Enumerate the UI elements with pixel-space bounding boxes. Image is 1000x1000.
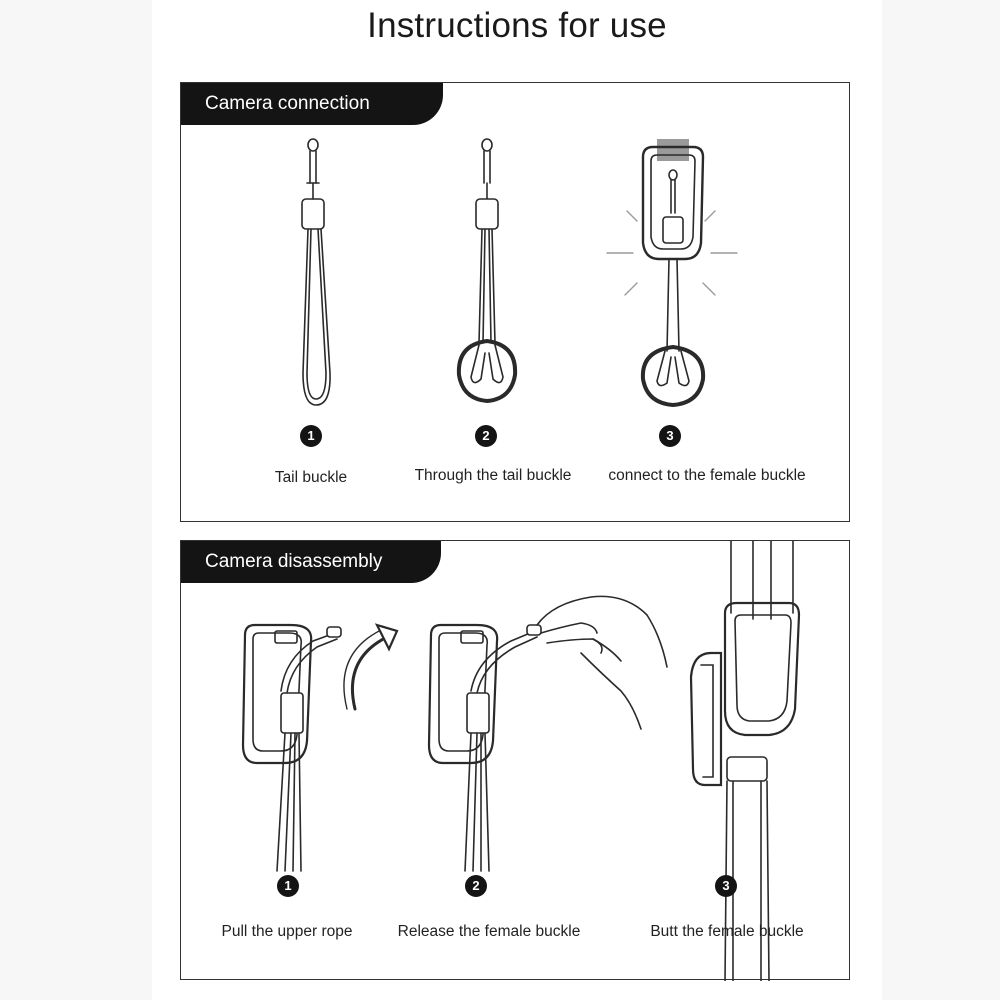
butt-buckle-illustration bbox=[691, 541, 799, 981]
connection-illustrations bbox=[181, 83, 851, 523]
step-number-badge: 3 bbox=[659, 425, 681, 447]
step-number-badge: 2 bbox=[465, 875, 487, 897]
section-heading-connection: Camera connection bbox=[181, 83, 443, 125]
step-number-badge: 2 bbox=[475, 425, 497, 447]
step-caption: Release the female buckle bbox=[397, 923, 581, 940]
step-number-badge: 3 bbox=[715, 875, 737, 897]
disassembly-illustrations bbox=[181, 541, 851, 981]
through-buckle-illustration bbox=[459, 139, 515, 401]
pull-rope-illustration bbox=[243, 625, 397, 871]
camera-connection-panel bbox=[180, 82, 850, 522]
step-caption: Butt the female buckle bbox=[650, 923, 804, 940]
step-number-badge: 1 bbox=[300, 425, 322, 447]
page-title: Instructions for use bbox=[367, 6, 667, 45]
step-caption: Pull the upper rope bbox=[221, 923, 353, 940]
step-caption: Through the tail buckle bbox=[414, 467, 572, 484]
section-heading-disassembly: Camera disassembly bbox=[181, 541, 441, 583]
camera-disassembly-panel bbox=[180, 540, 850, 980]
step-number-badge: 1 bbox=[277, 875, 299, 897]
release-buckle-illustration bbox=[429, 596, 667, 871]
female-buckle-illustration bbox=[607, 139, 737, 405]
tail-buckle-illustration bbox=[302, 139, 330, 405]
step-caption: Tail buckle bbox=[274, 469, 348, 486]
step-caption: connect to the female buckle bbox=[608, 467, 806, 484]
